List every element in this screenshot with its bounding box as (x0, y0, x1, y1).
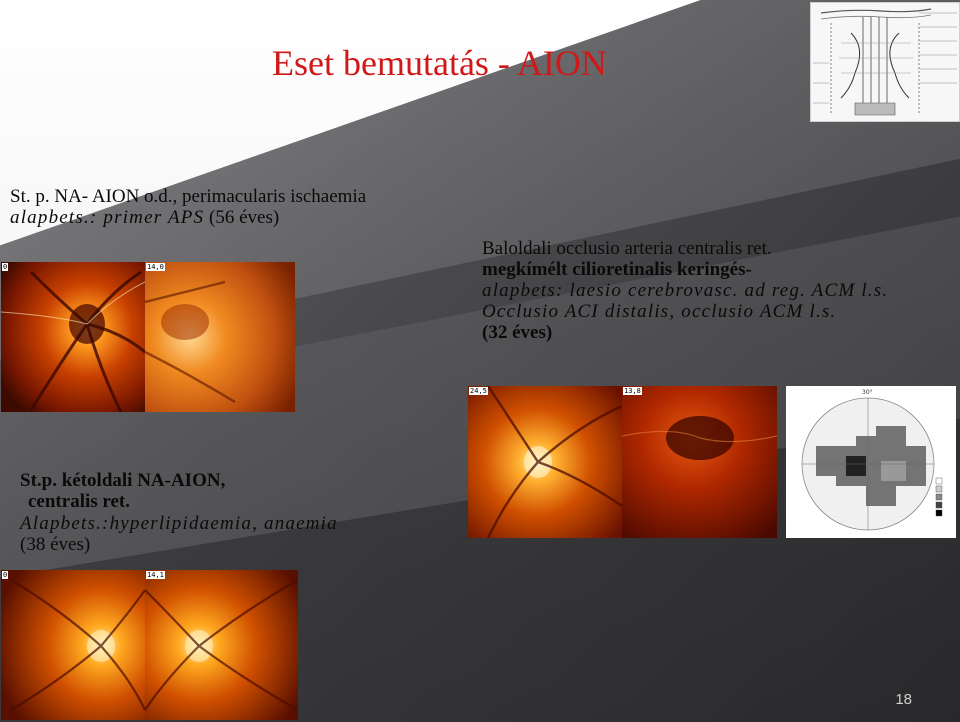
image-label: 0 (3, 571, 8, 579)
case1-background-label: alapbets.: primer APS (10, 207, 205, 228)
case3-diagnosis: St.p. kétoldali NA-AION, (20, 470, 226, 491)
case1-text (10, 186, 366, 228)
case3-background: Alapbets.:hyperlipidaemia, anaemia (20, 513, 338, 534)
case2-age: (32 éves) (482, 322, 553, 343)
case1-age: (56 éves) (209, 207, 280, 228)
fundus-image-case2-left (468, 386, 622, 538)
image-label: 24,5 (470, 387, 487, 395)
case2-diagnosis: Baloldali occlusio arteria centralis ret. (482, 238, 772, 259)
fundus-image-case2-right (622, 386, 777, 538)
case3-text (20, 470, 338, 555)
case3-age: (38 éves) (20, 534, 91, 555)
visual-field-chart (786, 386, 956, 538)
slide-title: Eset bemutatás - AION (272, 43, 607, 83)
case2-background: alapbets: laesio cerebrovasc. ad reg. ACM l.s. (482, 280, 889, 301)
page-number: 18 (895, 691, 912, 708)
case2-circulation: megkímélt cilioretinalis keringés- (482, 259, 752, 280)
optic-nerve-blood-supply-diagram (810, 2, 960, 122)
image-label: 0 (3, 263, 8, 271)
case2-occlusion: Occlusio ACI distalis, occlusio ACM l.s. (482, 301, 837, 322)
case2-text (482, 238, 888, 343)
fundus-image-case1-left (1, 262, 145, 412)
visual-field-degree-label: 30° (862, 389, 873, 396)
fundus-image-case1-right (145, 262, 295, 412)
image-label: 14,1 (147, 571, 164, 579)
case1-diagnosis: St. p. NA- AION o.d., perimacularis ischaemia (10, 186, 367, 207)
case3-diagnosis-cont: centralis ret. (28, 491, 130, 512)
image-label: 14,0 (147, 263, 164, 271)
fundus-image-case3-right (145, 570, 298, 720)
image-label: 13,8 (624, 387, 641, 395)
case1-background (10, 207, 366, 228)
fundus-image-case3-left (1, 570, 145, 720)
